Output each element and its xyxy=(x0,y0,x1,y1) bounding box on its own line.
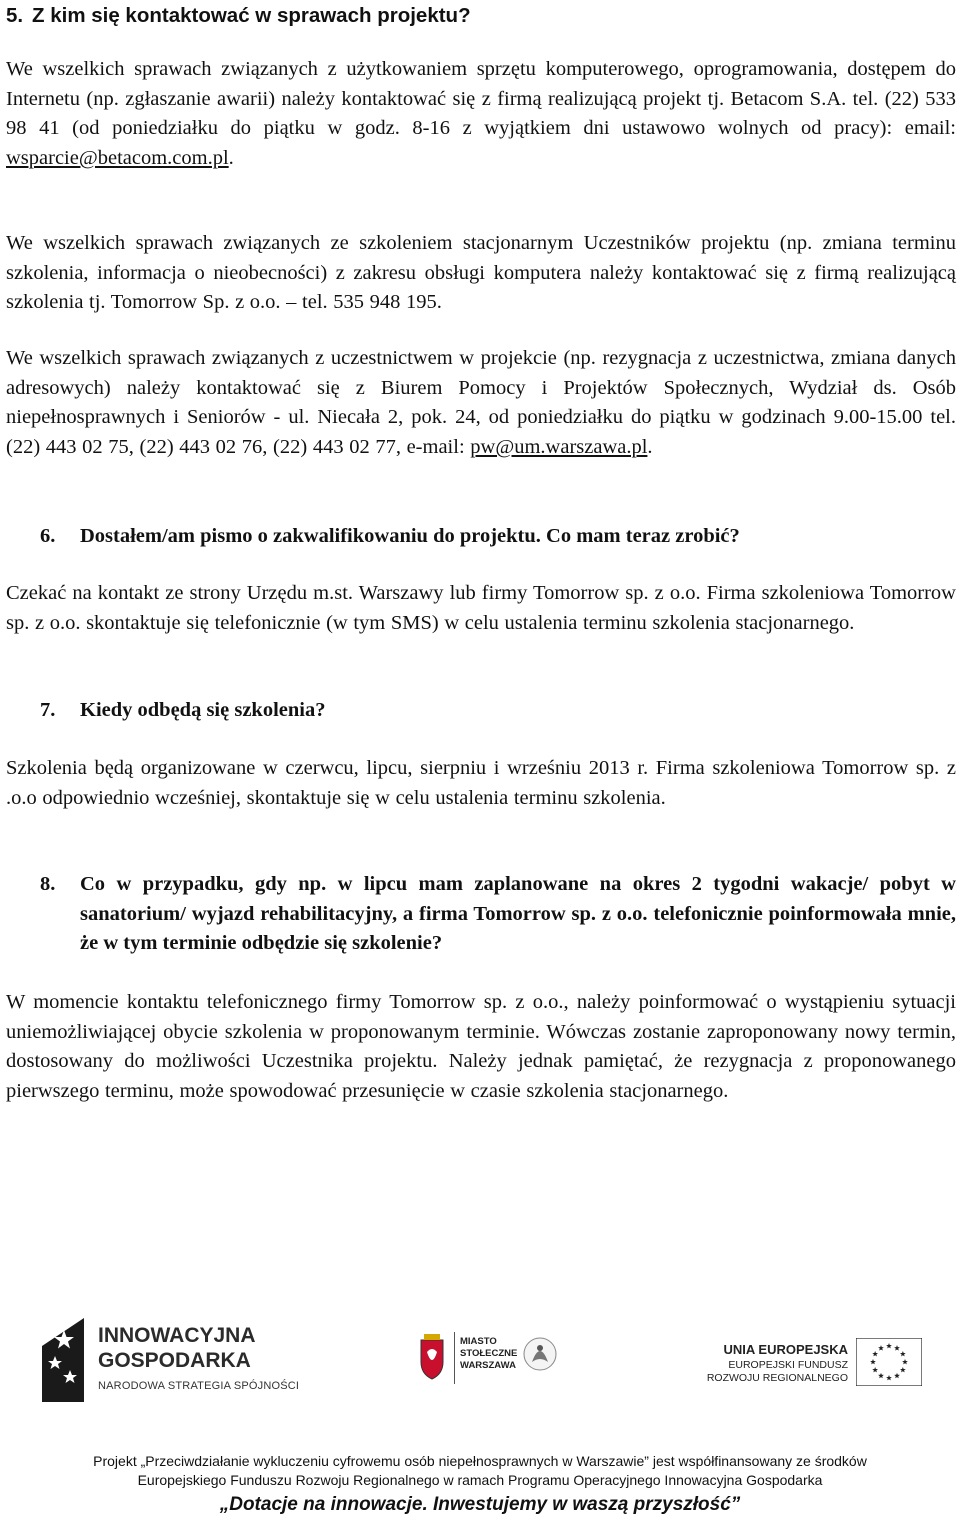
footer-line-2: Europejskiego Funduszu Rozwoju Regionalnego w ramach Programu Operacyjnego Innowacyjna Gospodarka xyxy=(137,1472,823,1488)
warszawa-coat-of-arms-icon xyxy=(418,1334,446,1380)
section-6-heading xyxy=(40,522,956,552)
um-warszawa-email-link[interactable]: pw@um.warszawa.pl xyxy=(470,435,648,458)
efrr-text-line1: EUROPEJSKI FUNDUSZ xyxy=(728,1359,848,1371)
warszawa-text: WARSZAWA xyxy=(460,1360,516,1371)
section-8-number: 8. xyxy=(40,873,56,895)
section-5-paragraph-1 xyxy=(6,55,956,173)
innowacyjna-gospodarka-emblem-icon xyxy=(40,1318,84,1402)
footer-line-1: Projekt „Przeciwdziałanie wykluczeniu cyfrowemu osób niepełnosprawnych w Warszawie” jest współfinansowany ze środków xyxy=(93,1453,867,1469)
section-5-p3-text: We wszelkich sprawach związanych z uczestnictwem w projekcie (np. rezygnacja z uczestnictwa, zmiana danych adresowych) należy kontaktować się z Biurem Pomocy i Projektów Społecznych, Wydział ds. Osób niepełnosprawnych i Seniorów - ul. Niecała 2, pok. 24, od poniedziałku do piątku w godzinach 9.00-15.00 tel. (22) 443 02 75, (22) 443 02 76, (22) 443 02 77, e-mail: xyxy=(6,347,956,458)
innowacyjna-text: INNOWACYJNA xyxy=(98,1324,256,1347)
section-5-number: 5. xyxy=(6,4,24,27)
section-7-body: Szkolenia będą organizowane w czerwcu, lipcu, sierpniu i wrześniu 2013 r. Firma szkoleniowa Tomorrow sp. z .o.o odpowiednio wcześniej, skontaktuje się w celu ustalenia terminu szkolenia. xyxy=(6,757,956,809)
unia-europejska-logo xyxy=(622,1338,922,1390)
section-7-number: 7. xyxy=(40,699,56,721)
nss-text: NARODOWA STRATEGIA SPÓJNOŚCI xyxy=(98,1380,300,1392)
innowacyjna-gospodarka-logo xyxy=(40,1318,340,1402)
section-5-paragraph-2: We wszelkich sprawach związanych ze szkoleniem stacjonarnym Uczestników projektu (np. zmiana terminu szkolenia, informacja o nieobecności) z zakresu obsługi komputera należy kontaktować się z firmą realizującą szkolenia tj. Tomorrow Sp. z o.o. – tel. 535 948 195. xyxy=(6,232,956,314)
eu-flag-icon xyxy=(856,1338,922,1386)
section-5-title: Z kim się kontaktować w sprawach projektu? xyxy=(32,4,471,27)
section-6-title: Dostałem/am pismo o zakwalifikowaniu do projektu. Co mam teraz zrobić? xyxy=(80,525,740,547)
section-5-heading xyxy=(6,2,471,30)
gospodarka-text: GOSPODARKA xyxy=(98,1349,251,1372)
section-5-p3-end: . xyxy=(647,435,653,458)
section-8-body: W momencie kontaktu telefonicznego firmy Tomorrow sp. z o.o., należy poinformować o wystąpieniu sytuacji uniemożliwiającej obycie szkolenia w proponowanym terminie. Wówczas zostanie zaproponowany nowy termin, dostosowany do możliwości Uczestnika projektu. Należy jednak pamiętać, że rezygnacja z proponowanego pierwszego terminu, może spowodować przesunięcie w czasie szkolenia stacjonarnego. xyxy=(6,991,956,1102)
section-7-heading xyxy=(40,696,956,726)
syrenka-badge-icon xyxy=(522,1334,558,1380)
miasto-text: MIASTO xyxy=(460,1336,497,1347)
section-7-title: Kiedy odbędą się szkolenia? xyxy=(80,699,326,721)
efrr-text-line2: ROZWOJU REGIONALNEGO xyxy=(706,1372,848,1384)
section-5-p1-end: . xyxy=(228,146,234,169)
warszawa-divider xyxy=(454,1332,455,1384)
footer-slogan: „Dotacje na innowacje. Inwestujemy w waszą przyszłość” xyxy=(219,1494,741,1515)
betacom-email-link[interactable]: wsparcie@betacom.com.pl xyxy=(6,146,229,169)
unia-europejska-text: UNIA EUROPEJSKA xyxy=(723,1342,848,1357)
section-8-heading xyxy=(40,870,956,959)
section-8-title: Co w przypadku, gdy np. w lipcu mam zaplanowane na okres 2 tygodni wakacje/ pobyt w sanatorium/ wyjazd rehabilitacyjny, a firma Tomorrow sp. z o.o. telefonicznie poinformowała mnie, że w tym terminie odbędzie się szkolenie? xyxy=(80,873,956,955)
section-6-number: 6. xyxy=(40,525,56,547)
section-5-p1-text: We wszelkich sprawach związanych z użytkowaniem sprzętu komputerowego, oprogramowania, dostępem do Internetu (np. zgłaszanie awarii) należy kontaktować się z firmą realizującą projekt tj. Betacom S.A. tel. (22) 533 98 41 (od poniedziałku do piątku w godz. 8-16 z wyjątkiem dni ustawowo wolnych od pracy): email: xyxy=(6,58,956,140)
section-5-paragraph-3 xyxy=(6,344,956,462)
section-6-body: Czekać na kontakt ze strony Urzędu m.st. Warszawy lub firmy Tomorrow sp. z o.o. Firma szkoleniowa Tomorrow sp. z o.o. skontaktuje się telefonicznie (w tym SMS) w celu ustalenia terminu szkolenia stacjonarnego. xyxy=(6,582,956,634)
stoleczne-text: STOŁECZNE xyxy=(460,1348,518,1359)
warszawa-logo xyxy=(418,1332,558,1392)
